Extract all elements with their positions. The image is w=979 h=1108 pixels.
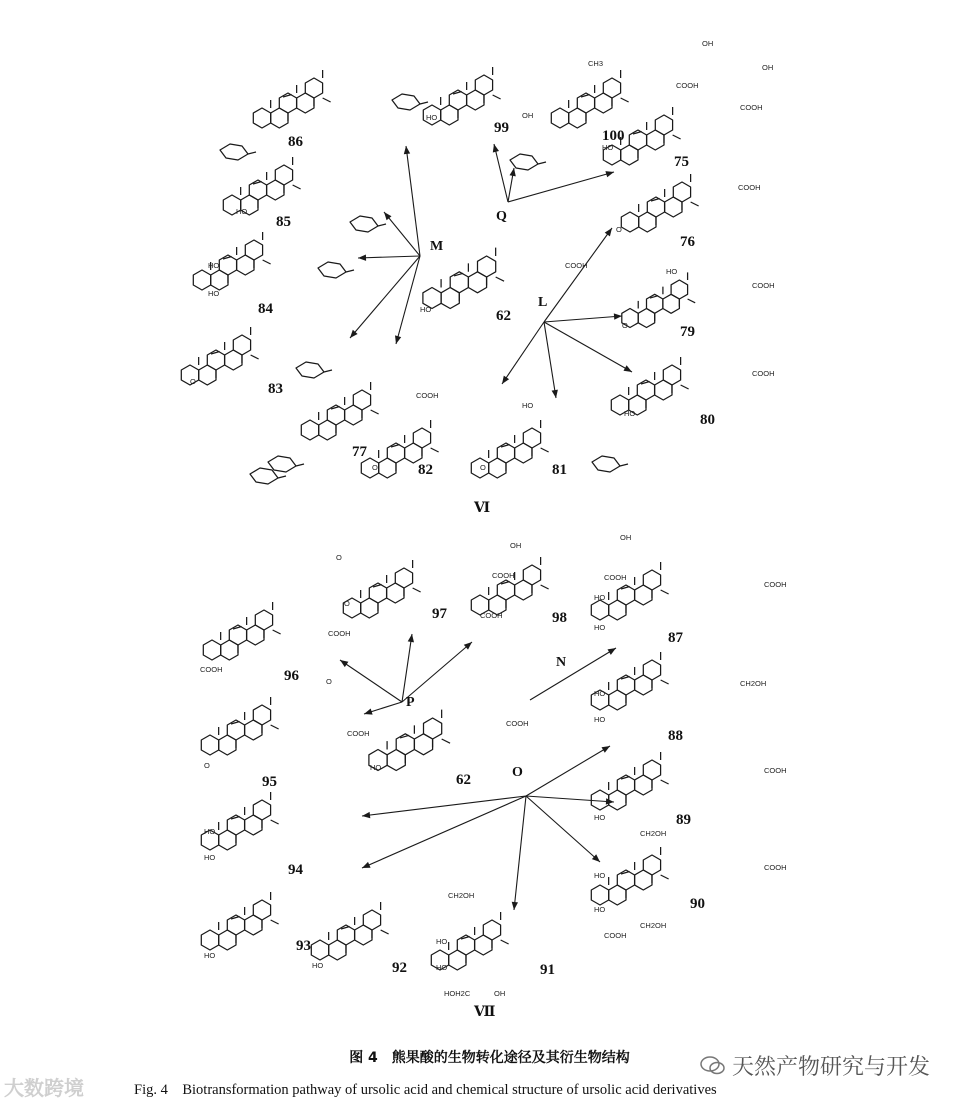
compound-label-93: 93 bbox=[296, 938, 311, 954]
compound-62-structure bbox=[423, 248, 504, 309]
group-label-56: CH2OH bbox=[448, 891, 475, 900]
arrow-q-3 bbox=[508, 171, 614, 202]
group-label-33: COOH bbox=[200, 665, 223, 674]
group-label-18: O bbox=[190, 377, 196, 386]
arrow-l-2 bbox=[544, 313, 622, 322]
glycoside-2 bbox=[392, 94, 428, 110]
compound-93-structure bbox=[201, 892, 278, 950]
compound-label-87: 87 bbox=[668, 630, 683, 646]
arrow-m-3 bbox=[358, 255, 420, 261]
group-label-45: HO bbox=[370, 763, 382, 772]
group-label-57: HO bbox=[312, 961, 324, 970]
caption-english: Fig. 4 Biotransformation pathway of ursolic acid and chemical structure of ursolic acid derivatives bbox=[134, 1082, 717, 1098]
group-label-36: HO bbox=[594, 593, 606, 602]
group-label-20: HO bbox=[208, 289, 220, 298]
caption-chinese: 图 4 熊果酸的生物转化途径及其衍生物结构 bbox=[349, 1050, 630, 1066]
pathway-label-p: P bbox=[406, 695, 415, 710]
group-label-62: OH bbox=[494, 989, 506, 998]
group-label-24: O bbox=[480, 463, 486, 472]
group-label-35: COOH bbox=[764, 580, 787, 589]
group-label-59: HO bbox=[436, 937, 448, 946]
compound-100-structure bbox=[551, 70, 628, 128]
group-label-17: HO bbox=[602, 143, 614, 152]
compound-label-92: 92 bbox=[392, 960, 407, 976]
compound-95-structure bbox=[201, 697, 278, 755]
group-label-43: O bbox=[204, 761, 210, 770]
arrow-m-4 bbox=[350, 256, 420, 338]
arrow-o-6 bbox=[512, 796, 526, 910]
group-label-46: COOH bbox=[764, 766, 787, 775]
pathway-label-n: N bbox=[556, 655, 567, 670]
compound-85-structure bbox=[223, 157, 300, 215]
compound-62b-structure bbox=[369, 710, 450, 771]
compound-98-structure bbox=[471, 557, 548, 615]
panel-label-2: Ⅶ bbox=[474, 1005, 496, 1020]
molecule-structures bbox=[181, 67, 698, 970]
group-label-41: O bbox=[326, 677, 332, 686]
compound-label-97: 97 bbox=[432, 606, 447, 622]
compound-label-95: 95 bbox=[262, 774, 277, 790]
group-label-31: O bbox=[336, 553, 342, 562]
arrow-p-1 bbox=[340, 660, 402, 702]
compound-label-91: 91 bbox=[540, 962, 555, 978]
glycoside-5 bbox=[318, 262, 354, 278]
group-label-25: HO bbox=[522, 401, 534, 410]
group-label-58: COOH bbox=[604, 931, 627, 940]
group-label-28: OH bbox=[620, 533, 632, 542]
compound-label-89: 89 bbox=[676, 812, 691, 828]
compound-label-62: 62 bbox=[496, 308, 511, 324]
compound-86-structure bbox=[253, 70, 330, 128]
group-label-1: COOH bbox=[565, 261, 588, 270]
group-label-61: HOH2C bbox=[444, 989, 471, 998]
compound-76-structure bbox=[621, 174, 698, 232]
group-label-49: HO bbox=[204, 827, 216, 836]
pathway-label-q: Q bbox=[496, 209, 507, 224]
arrow-p-4 bbox=[364, 702, 402, 715]
group-label-23: O bbox=[372, 463, 378, 472]
group-label-19: HO bbox=[208, 261, 220, 270]
compound-label-77: 77 bbox=[352, 444, 367, 460]
group-label-27: COOH bbox=[604, 573, 627, 582]
wechat-icon bbox=[700, 1056, 726, 1076]
group-label-52: HO bbox=[594, 871, 606, 880]
group-label-38: CH2OH bbox=[740, 679, 767, 688]
arrow-l-5 bbox=[502, 322, 544, 384]
compound-label-76: 76 bbox=[680, 234, 695, 250]
compound-label-94: 94 bbox=[288, 862, 303, 878]
compound-label-80: 80 bbox=[700, 412, 715, 428]
group-label-42: COOH bbox=[347, 729, 370, 738]
glycoside-9 bbox=[250, 468, 286, 484]
arrow-l-4 bbox=[544, 322, 558, 398]
group-label-3: COOH bbox=[738, 183, 761, 192]
pathway-arrows bbox=[340, 144, 632, 910]
wechat-watermark bbox=[700, 1050, 930, 1081]
group-label-30: COOH bbox=[328, 629, 351, 638]
compound-label-79: 79 bbox=[680, 324, 695, 340]
group-label-14: CH3 bbox=[588, 59, 604, 68]
group-label-47: HO bbox=[594, 813, 606, 822]
group-label-39: HO bbox=[594, 689, 606, 698]
group-label-7: O bbox=[622, 321, 628, 330]
group-label-15: HO bbox=[426, 113, 438, 122]
compound-label-62b: 62 bbox=[456, 772, 471, 788]
arrow-l-1 bbox=[544, 228, 612, 322]
compound-label-81: 81 bbox=[552, 462, 567, 478]
arrow-m-5 bbox=[395, 256, 420, 344]
group-label-11: OH bbox=[702, 39, 714, 48]
compound-79-structure bbox=[622, 272, 695, 327]
group-label-54: CH2OH bbox=[640, 921, 667, 930]
group-label-12: OH bbox=[762, 63, 774, 72]
group-label-53: HO bbox=[594, 905, 606, 914]
arrow-p-2 bbox=[402, 634, 414, 702]
corner-watermark: 大数跨境 bbox=[4, 1076, 84, 1100]
group-label-10: COOH bbox=[676, 81, 699, 90]
arrow-l-3 bbox=[544, 322, 632, 372]
diagram-labels bbox=[190, 39, 787, 1020]
group-label-6: HO bbox=[666, 267, 678, 276]
compound-80-structure bbox=[611, 357, 688, 415]
compound-label-96: 96 bbox=[284, 668, 299, 684]
compound-label-82: 82 bbox=[418, 462, 433, 478]
panel-label-1: Ⅵ bbox=[474, 501, 491, 516]
group-label-29: OH bbox=[510, 541, 522, 550]
compound-84-structure bbox=[193, 232, 270, 290]
group-label-26: COOH bbox=[492, 571, 515, 580]
compound-label-100: 100 bbox=[602, 128, 625, 144]
group-label-2: HO bbox=[420, 305, 432, 314]
glycoside-1 bbox=[220, 144, 256, 160]
compound-92-structure bbox=[311, 902, 388, 960]
group-label-5: COOH bbox=[752, 281, 775, 290]
group-label-8: COOH bbox=[752, 369, 775, 378]
compound-label-85: 85 bbox=[276, 214, 291, 230]
compound-label-84: 84 bbox=[258, 301, 273, 317]
group-label-22: COOH bbox=[416, 391, 439, 400]
compound-label-83: 83 bbox=[268, 381, 283, 397]
pathway-label-l: L bbox=[538, 295, 548, 310]
compound-77-structure bbox=[301, 382, 378, 440]
group-label-60: HO bbox=[436, 963, 448, 972]
compound-label-86: 86 bbox=[288, 134, 303, 150]
glycoside-6 bbox=[296, 362, 332, 378]
arrow-q-2 bbox=[508, 168, 516, 202]
arrow-p-3 bbox=[402, 642, 472, 702]
wechat-watermark-text: 天然产物研究与开发 bbox=[732, 1055, 931, 1080]
compound-97-structure bbox=[343, 560, 420, 618]
compound-label-90: 90 bbox=[690, 896, 705, 912]
glycoside-4 bbox=[350, 216, 386, 232]
group-label-40: HO bbox=[594, 715, 606, 724]
compound-label-98: 98 bbox=[552, 610, 567, 626]
arrow-o-5 bbox=[362, 796, 526, 868]
arrow-o-1 bbox=[526, 746, 610, 796]
compound-94-structure bbox=[201, 792, 278, 850]
group-label-37: HO bbox=[594, 623, 606, 632]
group-label-55: HO bbox=[204, 951, 216, 960]
group-label-13: COOH bbox=[740, 103, 763, 112]
arrow-m-2 bbox=[384, 212, 420, 256]
compound-87-structure bbox=[591, 562, 668, 620]
arrow-o-2 bbox=[526, 796, 614, 805]
compound-label-99: 99 bbox=[494, 120, 509, 136]
group-label-48: CH2OH bbox=[640, 829, 667, 838]
group-label-16: OH bbox=[522, 111, 534, 120]
glycoside-7 bbox=[268, 456, 304, 472]
arrow-q-1 bbox=[493, 144, 508, 202]
group-label-9: HO bbox=[624, 409, 636, 418]
glycoside-3 bbox=[510, 154, 546, 170]
glycoside-8 bbox=[592, 456, 628, 472]
compound-96-structure bbox=[203, 602, 280, 660]
group-label-51: COOH bbox=[764, 863, 787, 872]
compound-label-88: 88 bbox=[668, 728, 683, 744]
group-label-44: COOH bbox=[506, 719, 529, 728]
pathway-label-o: O bbox=[512, 765, 523, 780]
group-label-4: O bbox=[616, 225, 622, 234]
group-label-50: HO bbox=[204, 853, 216, 862]
compound-88-structure bbox=[591, 652, 668, 710]
arrow-o-3 bbox=[526, 796, 600, 862]
compound-label-75: 75 bbox=[674, 154, 689, 170]
group-label-32: O bbox=[344, 599, 350, 608]
pathway-label-m: M bbox=[430, 239, 444, 254]
group-label-21: HO bbox=[236, 207, 248, 216]
group-label-34: COOH bbox=[480, 611, 503, 620]
